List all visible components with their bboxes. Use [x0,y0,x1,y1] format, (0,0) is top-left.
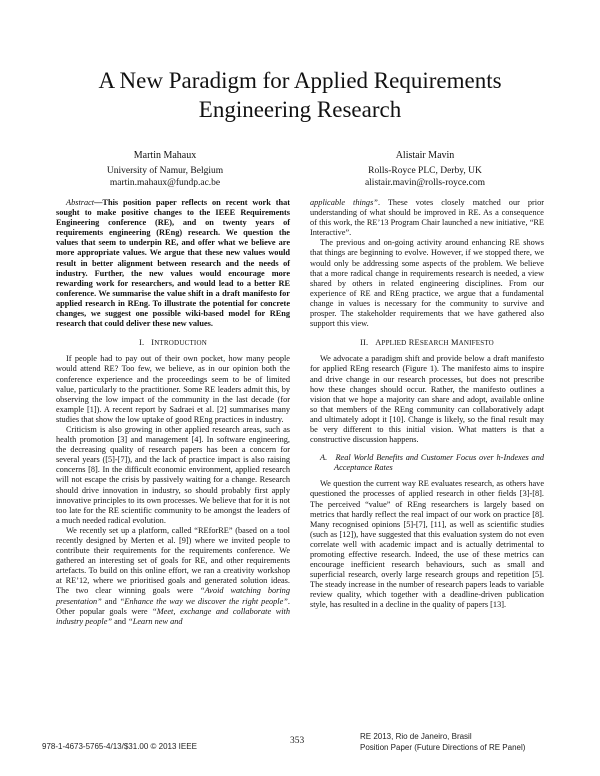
body-paragraph: The previous and on-going activity around enhancing RE shows that things are beginning to evolve. However, if we stopped there, we would only be addressing some aspects of the problem. We believe that a more radical change in requirements research is needed, a view shared by others in related engineering disciplines. From our experience of RE and REng practice, we argue that a fundamental change in values is necessary for the community to survive and prosper. The stakeholder requirements that we have gathered also support this view. [310,238,544,329]
right-column [310,198,544,611]
page-number: 353 [290,736,305,746]
section-heading-introduction: I. INTRODUCTION [139,338,207,348]
author-name: Martin Mahaux [133,150,197,161]
body-paragraph: applicable things”. These votes closely matched our prior understanding of what should be improved in RE. As a consequence of this work, the RE’13 Program Chair launched a new initiative, “RE Interactive”. [310,198,544,238]
paper-title: A New Paradigm for Applied Requirements Engineering Research [98,68,502,122]
section-heading-manifesto: II. APPLIED RESEARCH MANIFESTO [360,338,494,348]
intro-paragraph: We recently set up a platform, called “REforRE” (based on a tool recently designed by Merten et al. [9]) where we invited people to contribute their requirements for the requirements conference. We gathered an interesting set of goals for RE, and other requirements artefacts. To build on this online effort, we ran a creativity workshop at RE’12, where we prioritised goals and generated solution ideas. The two clear winning goals were “Avoid watching boring presentation” and “Enhance the way we discover the right people”. Other popular goals were “Meet, exchange and collaborate with industry people” and “Learn new and [56,525,290,626]
subsection-heading: A. Real World Benefits and Customer Focus over h-Indexes and Acceptance Rates [320,453,544,473]
footer-venue [360,732,525,753]
left-column [56,198,290,627]
track-line: Position Paper (Future Directions of RE Panel) [360,742,526,752]
author-email: alistair.mavin@rolls-royce.com [364,178,486,188]
intro-paragraph: If people had to pay out of their own pocket, how many people would attend RE? Too few, we believe, as in our opinion both the conference experience and the proceedings seem to be of limited value, particularly to the practitioner. Some RE leaders admit this, by observing the low impact of the community in the last decade (for example [1]). A recent report by Sadraei et al. [2] summarises many studies that show the low uptake of good REng practices in industry. [56,354,290,424]
venue-line: RE 2013, Rio de Janeiro, Brasil [360,732,472,741]
author-name: Alistair Mavin [395,150,455,161]
subsection-paragraph: We question the current way RE evaluates research, as others have questioned the processes of applied research in other fields [3]-[8]. The perceived “value” of REng researchers is largely based on metrics that hardly reflect the real impact of our work on practice [8]. Many recognised opinions [5]-[7], [11], as well as scientific studies (such as [12]), have suggested that this evaluation system do not even correlate well with academic impact and is actually detrimental to promoting effective research. Indeed, the use of these metrics can encourage inefficient research behaviours, such as small and superficial research, overly large research groups and repetition [5]. The steady increase in the number of research papers leads to variable review quality, which together with a deadline-driven publication style, has resulted in a decline in the quality of papers [13]. [310,479,544,610]
abstract-text: —This position paper reflects on recent work that sought to make positive changes to the IEEE Requirements Engineering conference (RE), and on twenty years of requirements engineering (REng) research. We question the values that seem to underpin RE, and offer what we believe are more appropriate values. We argue that these new values would result in better alignment between research and the needs of industry. Further, the new values would encourage more rewarding work for researchers, and would lead to a better RE conference. We summarise the value shift in a draft manifesto for applied research in REng. To illustrate the potential for concrete changes, we suggest one possible wiki-based model for REng research that could deliver these new values. [56,198,290,329]
author-affiliation: University of Namur, Belgium [106,165,224,176]
manifesto-paragraph: We advocate a paradigm shift and provide below a draft manifesto for applied REng research (Figure 1). The manifesto aims to inspire and drive change in our research processes, but does not prescribe how these changes should occur. Rather, the manifesto outlines a vision that we hope a majority can share and adopt, available online so that members of the REng community can collaboratively adapt and ultimately adopt it [10]. Change is likely, so the final result may be very different to this initial vision. What matters is that a constructive discussion happens. [310,354,544,445]
author-block-mahaux [80,150,250,190]
abstract [56,198,290,329]
author-affiliation: Rolls-Royce PLC, Derby, UK [368,165,482,176]
author-block-mavin [340,150,510,190]
footer-isbn: 978-1-4673-5765-4/13/$31.00 © 2013 IEEE [42,742,197,751]
intro-paragraph: Criticism is also growing in other applied research areas, such as health promotion [3] and management [4]. In software engineering, the decreasing quality of research papers has been a concern for several years ([5]-[7]), and the lack of practice impact is also raising concerns [8]. In the difficult economic environment, applied research will not escape the crisis by passively waiting for a change. Research should drive innovation in industry, so should probably first apply innovative principles to its own processes. We believe that for it is not too late for the RE scientific community to be amongst the leaders of a much needed radical evolution. [56,424,290,525]
author-email: martin.mahaux@fundp.ac.be [109,178,221,188]
abstract-lead: Abstract [66,198,95,207]
